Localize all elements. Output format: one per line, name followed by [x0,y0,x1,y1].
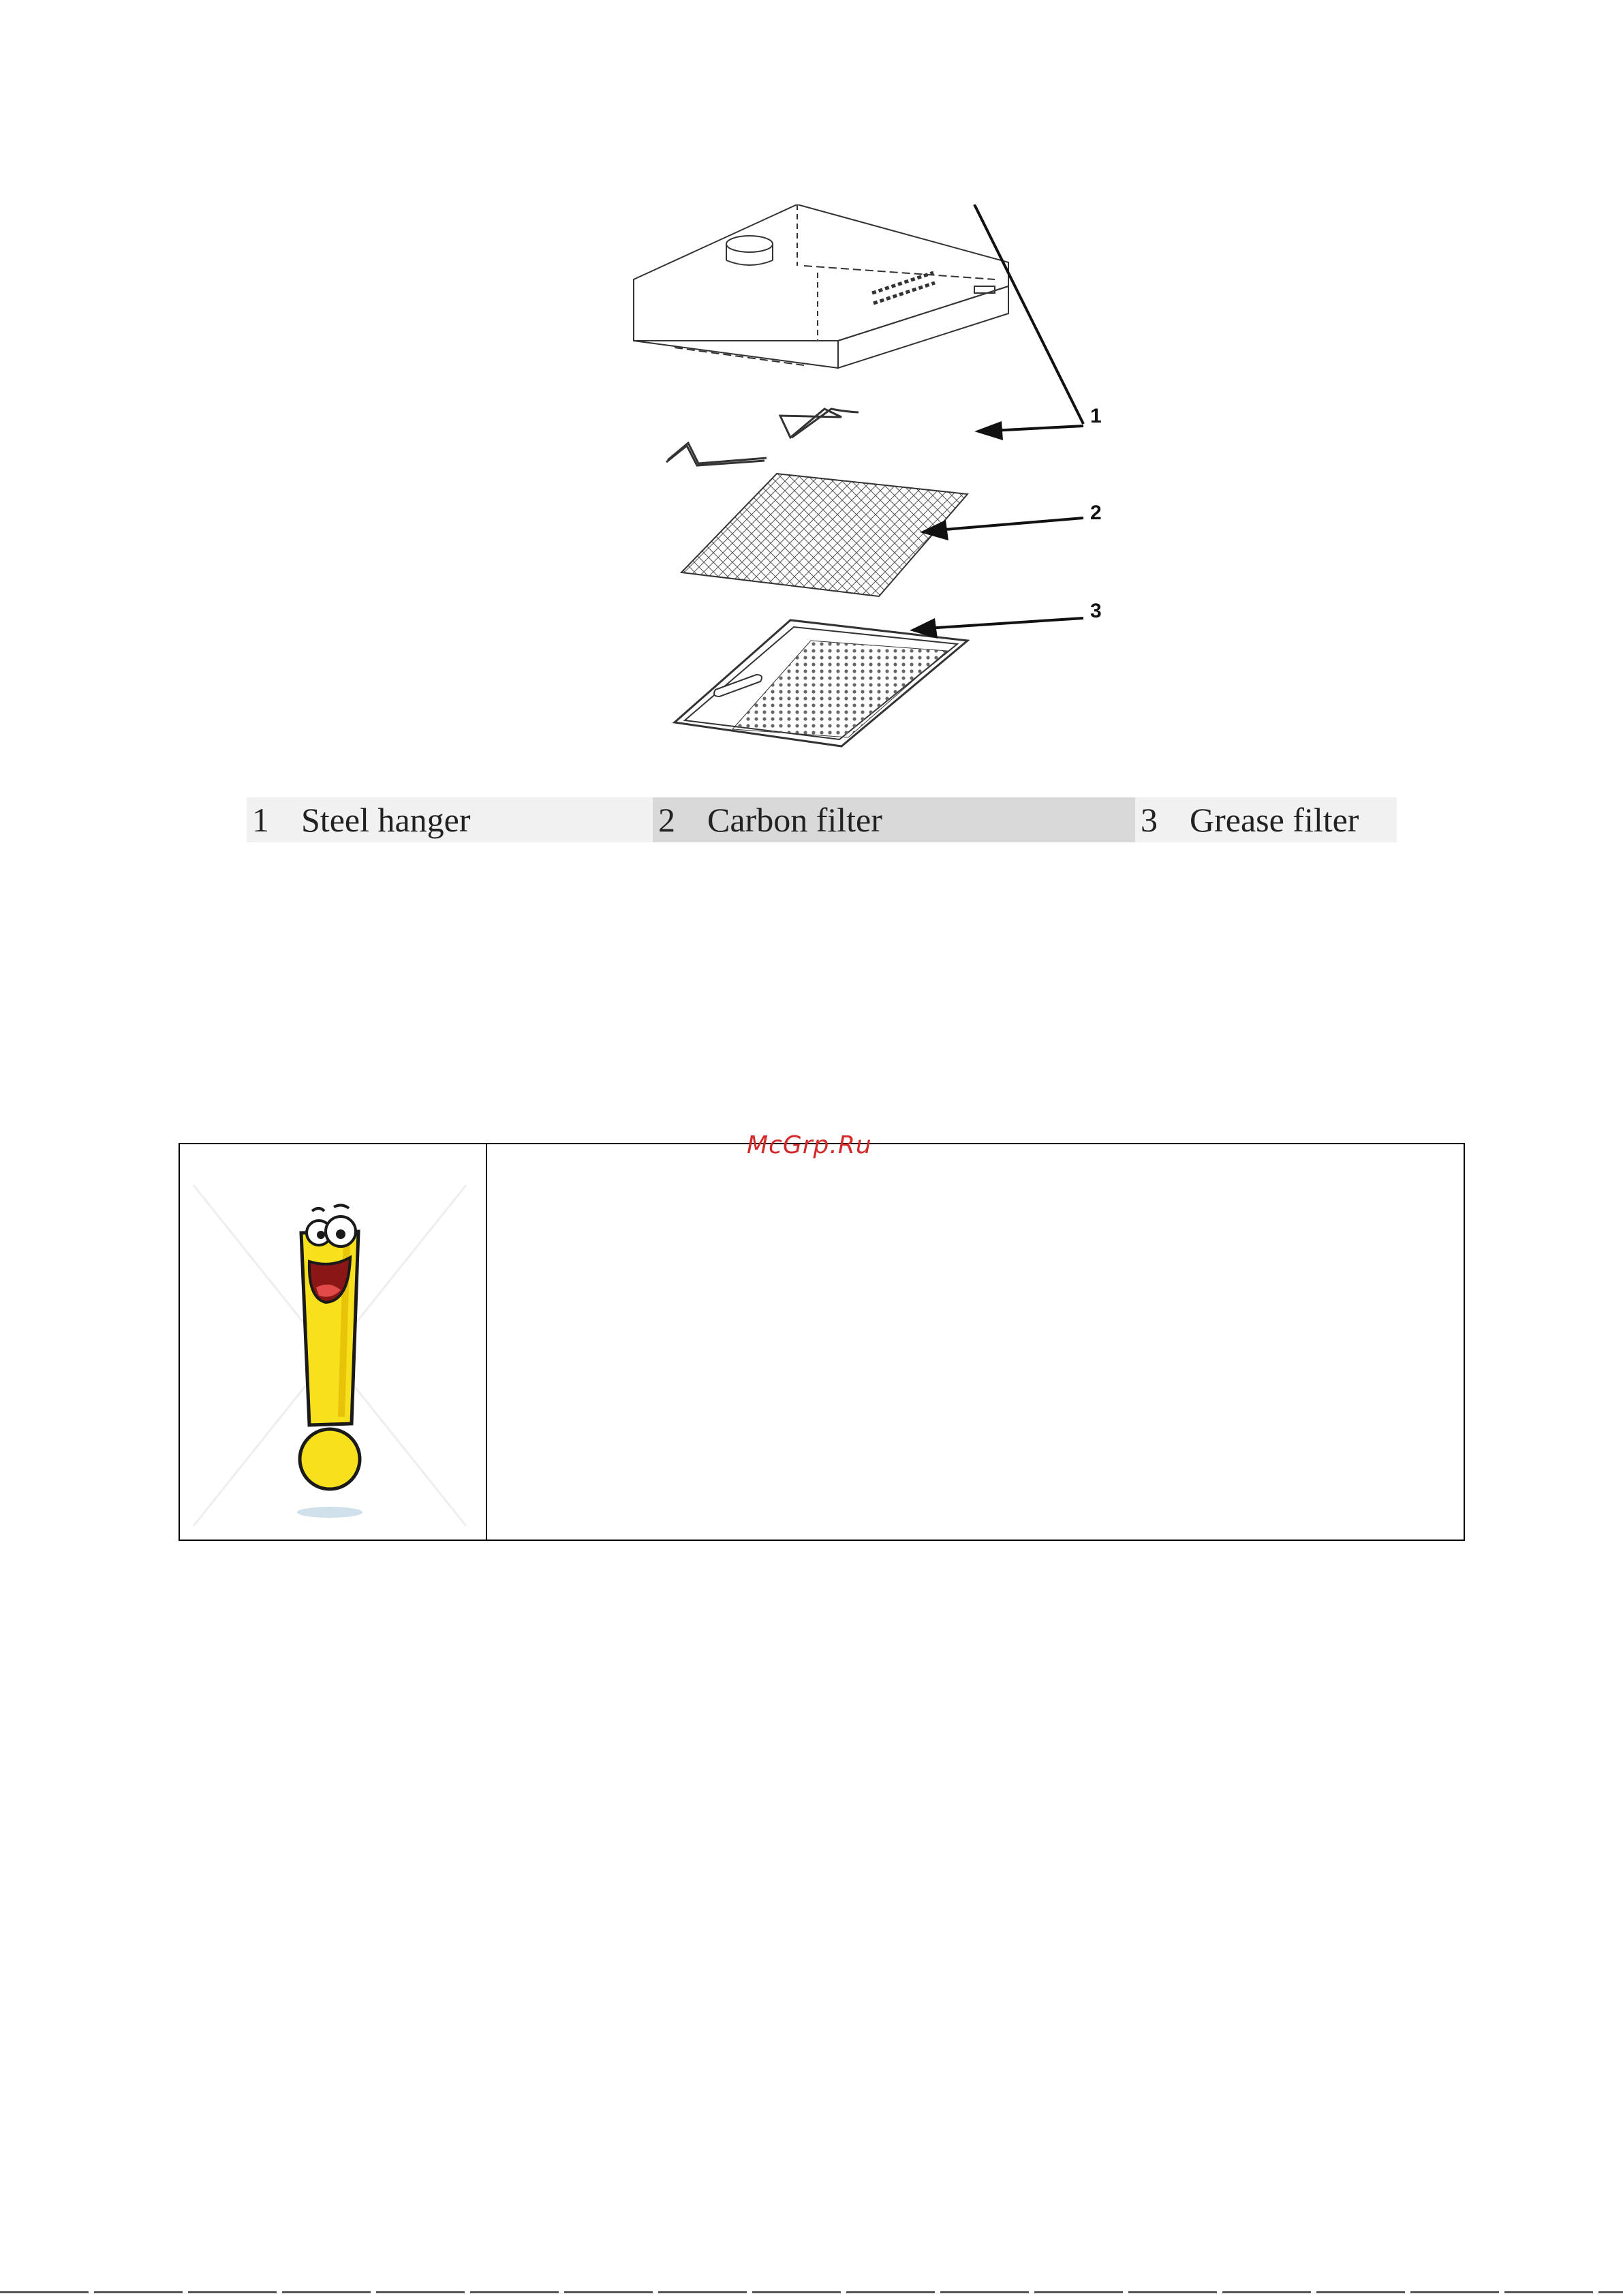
notice-box [179,1143,1465,1541]
watermark: McGrp.Ru [747,1131,872,1159]
hood-body-drawing [634,204,1008,368]
callout-label-3: 3 [1090,600,1102,622]
legend-number: 3 [1141,801,1158,839]
page-bottom-rule [0,2291,1623,2293]
smiling-exclamation-mark-icon [180,1144,484,1540]
notice-icon-cell [180,1144,487,1540]
exploded-hood-diagram [613,204,1172,770]
callout-label-1: 1 [1090,405,1102,427]
callout-arrows [974,204,1083,424]
legend-number: 2 [658,801,675,839]
callout-label-2: 2 [1090,502,1102,524]
callout-3 [910,600,1102,639]
legend-number: 1 [252,801,269,839]
legend-label: Grease filter [1190,801,1359,839]
legend-item-grease-filter [1135,797,1397,842]
legend-item-steel-hanger [247,797,653,842]
legend-label: Carbon filter [707,801,882,839]
carbon-filter-drawing [681,474,968,596]
steel-hanger-drawing [666,409,859,465]
grease-filter-drawing [675,620,968,746]
notice-text-cell [487,1144,1464,1540]
legend-item-carbon-filter [653,797,1135,842]
legend-label: Steel hanger [301,801,471,839]
parts-legend [247,797,1397,842]
